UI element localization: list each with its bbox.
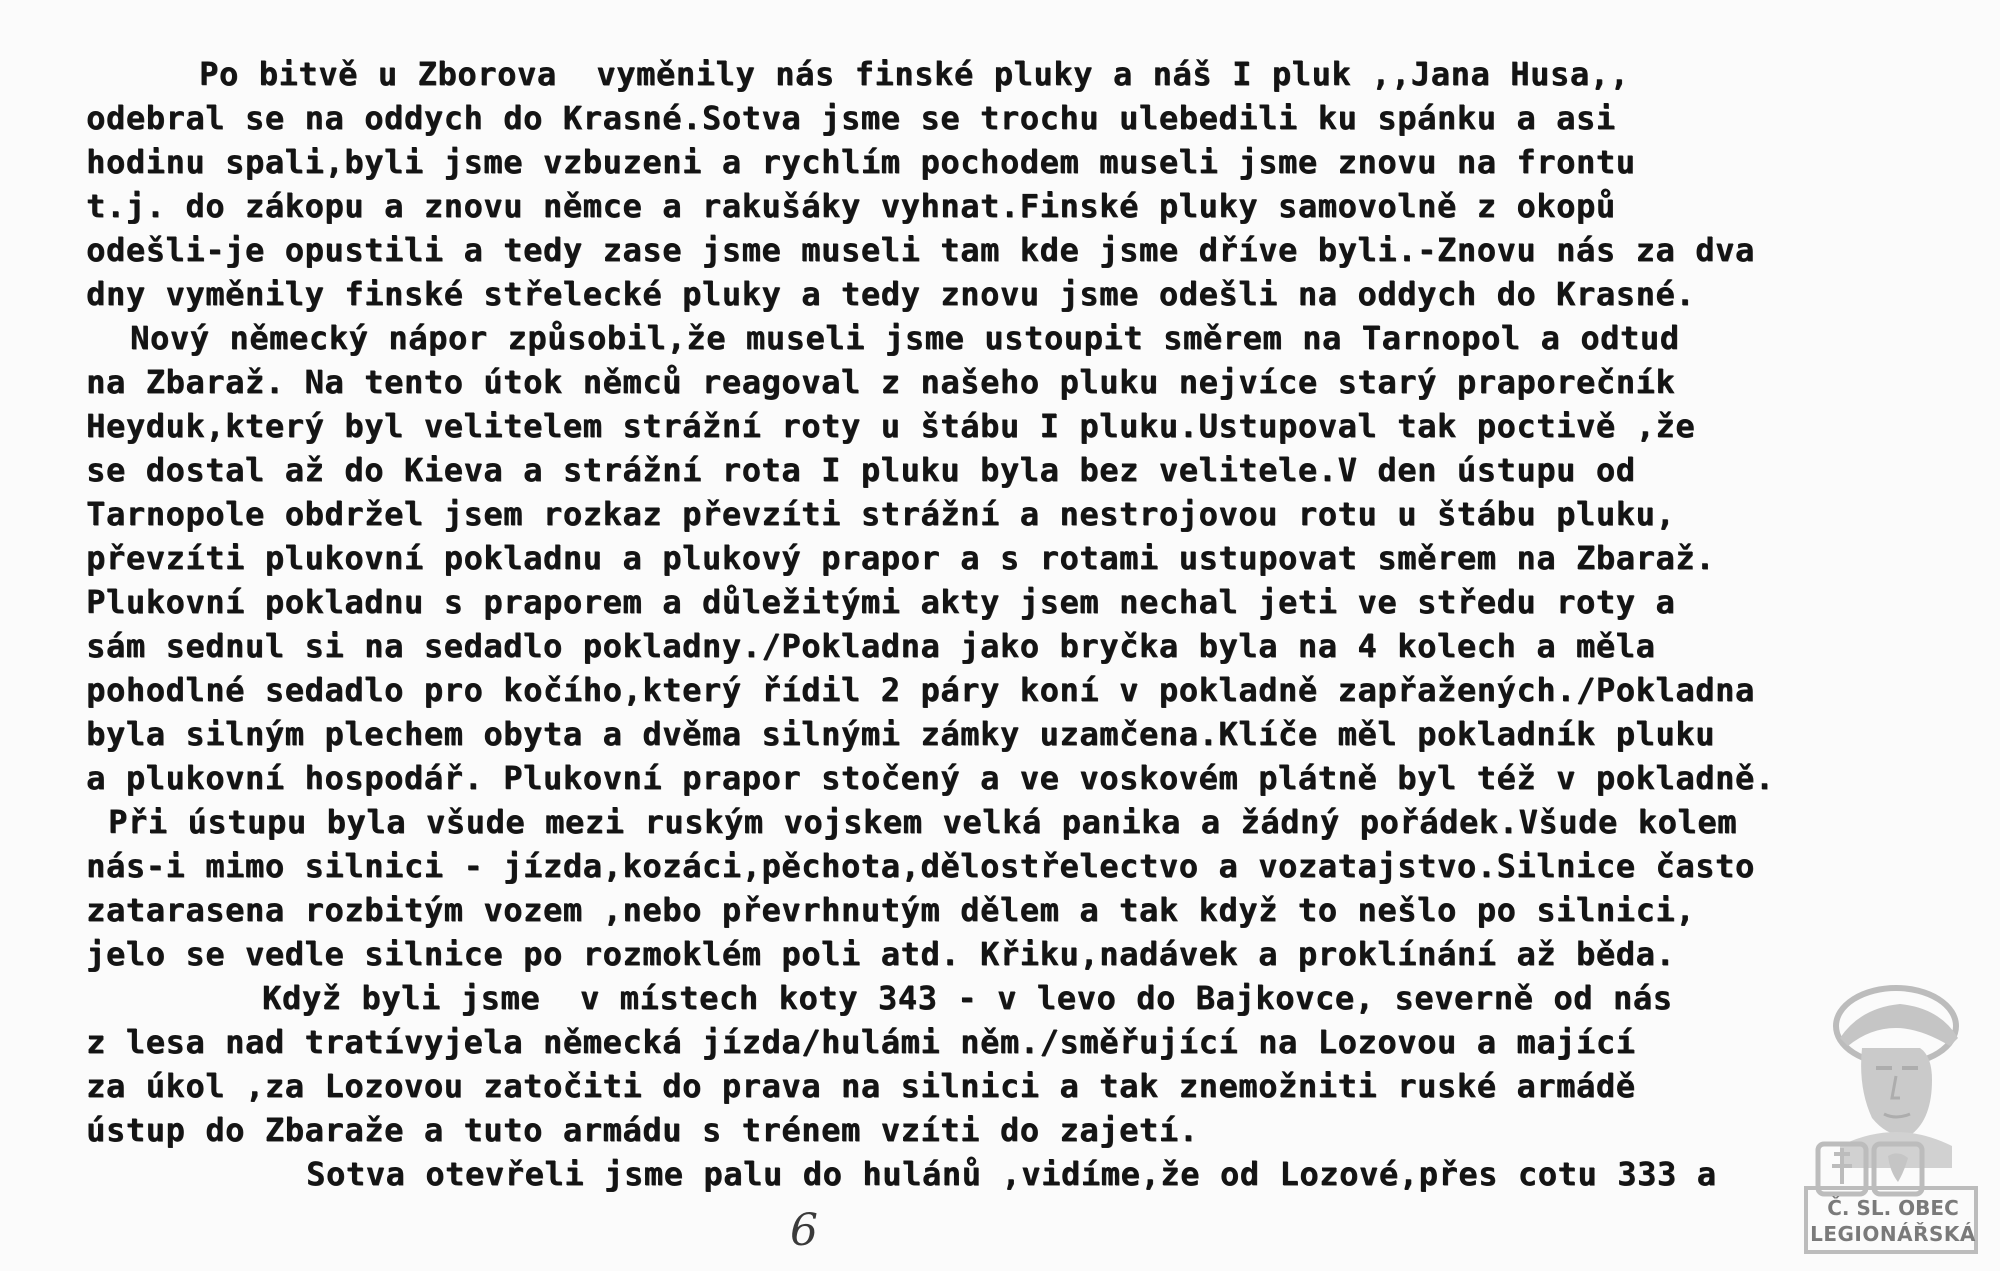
stamp-text: Č. SL. OBEC — [1827, 1196, 1959, 1220]
text-line: se dostal až do Kieva a strážní rota I pluku byla bez velitele.V den ústupu od — [86, 451, 1636, 489]
text-line: pohodlné sedadlo pro kočího,který řídil 2 páry koní v pokladně zapřažených./Pokladna — [86, 671, 1755, 709]
text-line: t.j. do zákopu a znovu němce a rakušáky vyhnat.Finské pluky samovolně z okopů — [86, 187, 1616, 225]
text-line: Heyduk,který byl velitelem strážní roty u štábu I pluku.Ustupoval tak poctivě ,že — [86, 407, 1696, 445]
text-line: Tarnopole obdržel jsem rozkaz převzíti strážní a nestrojovou rotu u štábu pluku, — [86, 495, 1676, 533]
text-line: zatarasena rozbitým vozem ,nebo převrhnutým dělem a tak když to nešlo po silnici, — [86, 891, 1696, 929]
text-line: na Zbaraž. Na tento útok němců reagoval z našeho pluku nejvíce starý praporečník — [86, 363, 1676, 401]
text-line: jelo se vedle silnice po rozmoklém poli atd. Křiku,nadávek a proklínání až běda. — [86, 935, 1676, 973]
text-line: převzíti plukovní pokladnu a plukový prapor a s rotami ustupovat směrem na Zbaraž. — [86, 539, 1715, 577]
text-line: Sotva otevřeli jsme palu do hulánů ,vidíme,že od Lozové,přes cotu 333 a — [306, 1155, 1717, 1193]
text-line: nás-i mimo silnici - jízda,kozáci,pěchota,dělostřelectvo a vozatajstvo.Silnice často — [86, 847, 1755, 885]
text-line: odebral se na oddych do Krasné.Sotva jsme se trochu ulebedili ku spánku a asi — [86, 99, 1616, 137]
text-line: dny vyměnily finské střelecké pluky a tedy znovu jsme odešli na oddych do Krasné. — [86, 275, 1696, 313]
text-line: za úkol ,za Lozovou zatočiti do prava na silnici a tak znemožniti ruské armádě — [86, 1067, 1636, 1105]
text-line: hodinu spali,byli jsme vzbuzeni a rychlím pochodem museli jsme znovu na frontu — [86, 143, 1636, 181]
text-line: ústup do Zbaraže a tuto armádu s trénem vzíti do zajetí. — [86, 1111, 1199, 1149]
stamp-text: LEGIONÁŘSKÁ — [1810, 1222, 1976, 1246]
page-number: 6 — [790, 1205, 818, 1256]
text-line: Když byli jsme v místech koty 343 - v levo do Bajkovce, severně od nás — [262, 979, 1673, 1017]
text-line: Po bitvě u Zborova vyměnily nás finské pluky a náš I pluk ,,Jana Husa,, — [199, 55, 1630, 93]
text-line: byla silným plechem obyta a dvěma silnými zámky uzamčena.Klíče měl pokladník pluku — [86, 715, 1715, 753]
text-line: a plukovní hospodář. Plukovní prapor stočený a ve voskovém plátně byl též v pokladně. — [86, 759, 1775, 797]
text-line: Při ústupu byla všude mezi ruským vojskem velká panika a žádný pořádek.Všude kolem — [108, 803, 1737, 841]
text-line: z lesa nad tratívyjela německá jízda/hulámi něm./směřující na Lozovou a mající — [86, 1023, 1636, 1061]
text-line: Plukovní pokladnu s praporem a důležitými akty jsem nechal jeti ve středu roty a — [86, 583, 1676, 621]
text-line: Nový německý nápor způsobil,že museli jsme ustoupit směrem na Tarnopol a odtud — [130, 319, 1680, 357]
text-line: odešli-je opustili a tedy zase jsme museli tam kde jsme dříve byli.-Znovu nás za dva — [86, 231, 1755, 269]
text-line: sám sednul si na sedadlo pokladny./Pokladna jako bryčka byla na 4 kolech a měla — [86, 627, 1656, 665]
